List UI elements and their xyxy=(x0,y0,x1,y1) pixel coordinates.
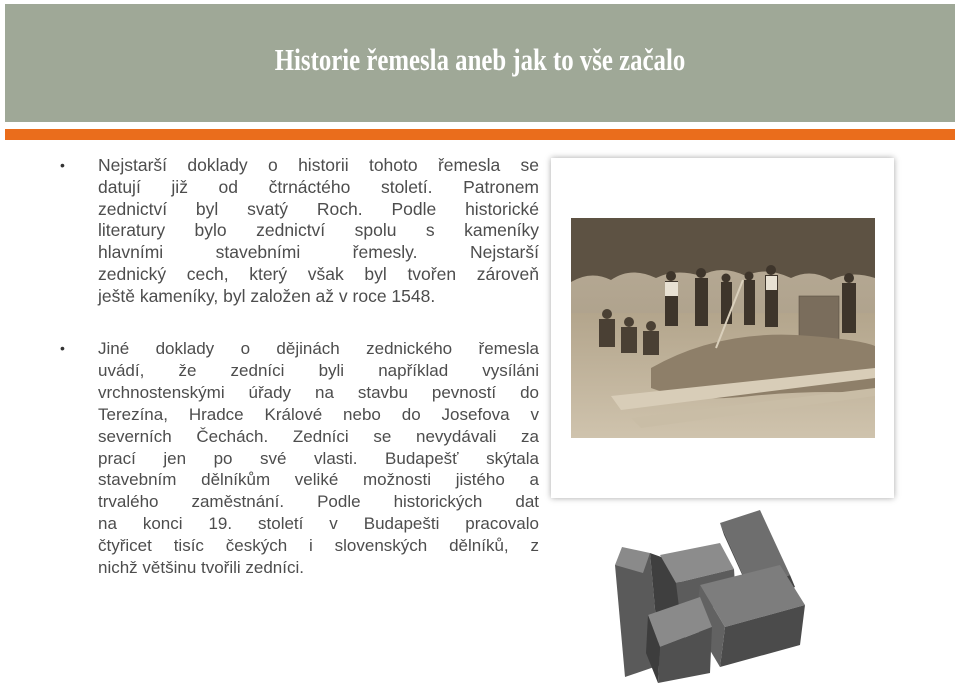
accent-bar xyxy=(5,129,955,140)
text-line: čtyřicet tisíc českých i slovenských dělníků, z xyxy=(98,536,539,556)
text-line: na konci 19. století v Budapešti pracovalo xyxy=(98,514,539,534)
text-line: datují již od čtrnáctého století. Patronem xyxy=(98,176,539,197)
text-line: nichž většinu tvořili zedníci. xyxy=(98,558,304,578)
bullet-paragraph-1 xyxy=(98,155,539,308)
text-line: • Jiné doklady o dějinách zednického řemesla xyxy=(98,339,539,358)
text-line: literatury bylo zednictví spolu s kameníky xyxy=(98,220,539,241)
bricks-image xyxy=(600,505,825,685)
text-line: uvádí, že zedníci byli například vysíláni xyxy=(98,360,539,380)
text-line: ještě kameníky, byl založen až v roce 1548. xyxy=(98,285,436,306)
text-line: prací jen po své vlasti. Budapešť skýtala xyxy=(98,448,539,468)
text-line: severních Čechách. Zedníci se nevydávali za xyxy=(98,426,539,446)
slide-title: Historie řemesla aneb jak to vše začalo xyxy=(274,42,686,77)
text-line: • Nejstarší doklady o historii tohoto řemesla se xyxy=(98,155,539,175)
text-line: stavebním dělníkům veliké možnosti jistého a xyxy=(98,470,539,490)
text-line: zednictví byl svatý Roch. Podle historické xyxy=(98,198,539,219)
text-line: vrchnostenskými úřady na stavbu pevností do xyxy=(98,382,539,402)
text-line: hlavními stavebními řemesly. Nejstarší xyxy=(98,242,539,263)
historic-photo-frame xyxy=(551,158,894,498)
text-line: trvalého zaměstnání. Podle historických dat xyxy=(98,492,539,512)
bullet-paragraph-2 xyxy=(98,338,539,579)
text-line: Terezína, Hradce Králové nebo do Josefova v xyxy=(98,404,539,424)
title-bar xyxy=(5,4,955,122)
text-line: zednický cech, který však byl tvořen zároveň xyxy=(98,263,539,284)
historic-workers-photo xyxy=(571,218,875,438)
